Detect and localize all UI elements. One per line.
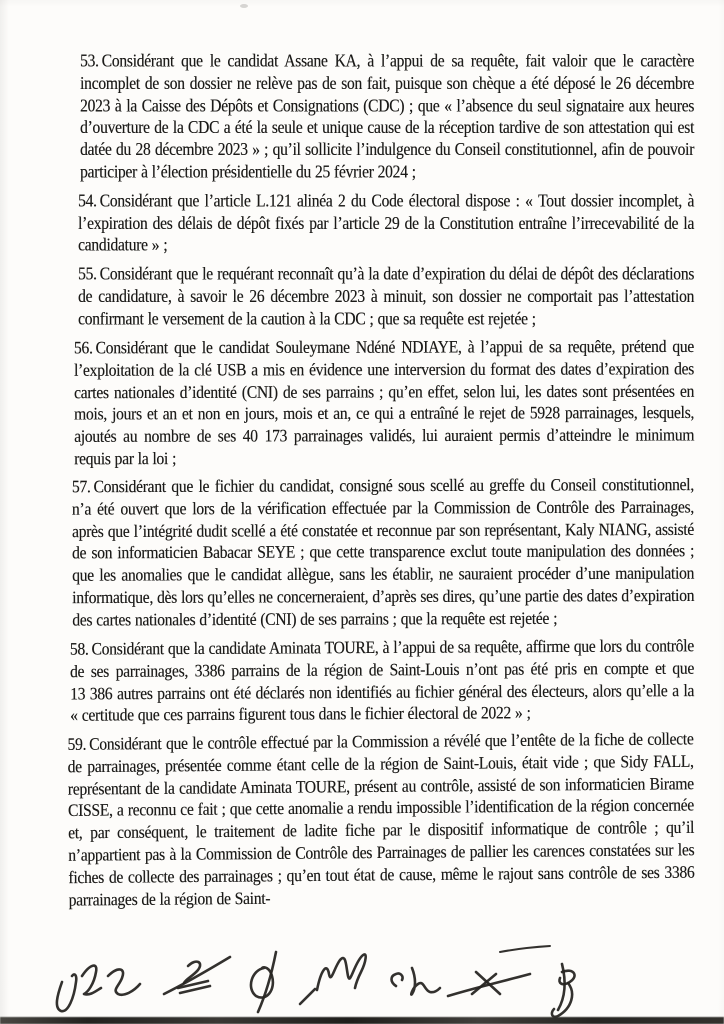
considerant-paragraph-55 bbox=[78, 264, 694, 331]
considerant-paragraph-59 bbox=[67, 729, 694, 912]
initials-cursive-uhs-icon bbox=[57, 966, 140, 1012]
cross-strike-mark-icon bbox=[448, 972, 530, 996]
initials-circled-stroke-icon bbox=[251, 952, 276, 1012]
handwritten-initials bbox=[38, 936, 604, 1022]
paragraph-text: Considérant que l’article L.121 alinéa 2 du Code électoral dispose : « Tout dossier incomplet, à l’expiration des délais de dépôt fixés par l’article 29 de la Constitution entraîne l’irrecevabilité de la candidature » ; bbox=[78, 191, 694, 256]
initials-slash-2-icon bbox=[164, 957, 230, 994]
paragraph-text: Considérant que la candidate Aminata TOURE, à l’appui de sa requête, affirme que lors du contrôle de ses parrainages, 3386 parrains de la région de Saint-Louis n’ont pas été pris en compte et que 13 386 autres parrains ont été déclarés non identifiés au fichier général des électeurs, alors qu’elle a la « certitude que ces parrains figurent tous dans le fichier électoral de 2022 » ; bbox=[69, 636, 695, 726]
paragraph-text: Considérant que le requérant reconnaît qu’à la date d’expiration du délai de dépôt des déclarations de candidature, à savoir le 26 décembre 2023 à minuit, son dossier ne comportait pas l’attestation confirmant le versement de la caution à la CDC ; que sa requête est rejetée ; bbox=[78, 265, 694, 329]
considerant-paragraph-54 bbox=[78, 191, 694, 258]
initials-cursive-ch-icon bbox=[392, 968, 441, 995]
considerant-paragraph-57 bbox=[72, 475, 694, 632]
paragraph-text: Considérant que le fichier du candidat, consigné sous scellé au greffe du Conseil constitutionnel, n’a été ouvert que lors de la vérification effectuée par la Commission de Contrôle des Parrainages, après que l’intégrité dudit scellé a été constatée et reconnue par son représentant, Kaly NIANG, assisté de son informaticien Babacar SEYE ; que cette transparence exclut toute manipulation des données ; que les anomalies que le candidat allègue, sans les établir, ne sauraient procéder d’une manipulation informatique, dès lors qu’elles ne concerneraient, d’après ses dires, qu’une partie des dates d’expiration des cartes nationales d’identité (CNI) de ses parrains ; que la requête est rejetée ; bbox=[71, 475, 695, 631]
considerant-paragraph-53 bbox=[80, 51, 694, 184]
paragraph-number: 56. bbox=[73, 338, 93, 358]
paragraph-text: Considérant que le contrôle effectué par la Commission a révélé que l’entête de la fiche de collecte de parrainages, présentée comme étant celle de la région de Saint-Louis, était vide ; que Sidy FALL, représentant de la candidate Aminata TOURE, présent au contrôle, assisté de son informaticien Birame CISSE, a reconnu ce fait ; que cette anomalie a rendu impossible l’identification de la région concernée et, par conséquent, le traitement de ladite fiche par le dispositif informatique de contrôle ; qu’il n’appartient pas à la Commission de Contrôle des Parrainages de pallier les carences constatées sur les fiches de collecte des parrainages ; qu’en tout état de cause, même le rajout sans contrôle de ses 3386 parrainages de la région de Saint- bbox=[67, 729, 695, 910]
considerant-paragraph-56 bbox=[74, 336, 694, 470]
scan-edge-artifact bbox=[0, 1017, 724, 1024]
paragraph-text: Considérant que le candidat Souleymane Ndéné NDIAYE, à l’appui de sa requête, prétend que l’exploitation de la clé USB a mis en évidence une interversion du format des dates d’expiration des cartes nationales d’identité (CNI) de ses parrains ; qu’en effet, selon lui, les dates sont présentées en mois, jours et an et non en jours, mois et an, ce qui a entraîné le rejet de 5928 parrainages, lesquels, ajoutés au nombre de ses 40 173 parrainages validés, lui auraient permis d’atteindre le minimum requis par la loi ; bbox=[73, 336, 695, 469]
pen-strike-over-text-icon bbox=[500, 946, 550, 952]
document-body bbox=[67, 51, 695, 918]
paragraph-number: 55. bbox=[78, 265, 97, 285]
paragraph-text: Considérant que le candidat Assane KA, à l’appui de sa requête, fait valoir que le caractère incomplet de son dossier ne relève pas de son fait, puisque son chèque a été déposé le 26 décembre 2023 à la Caisse des Dépôts et Consignations (CDC) ; que « l’absence du seul signataire aux heures d’ouverture de la CDC a été la seule et unique cause de la réception tardive de son attestation qui est datée du 28 décembre 2023 » ; qu’il sollicite l’indulgence du Conseil constitutionnel, afin de pouvoir participer à l’élection présidentielle du 25 février 2024 ; bbox=[80, 52, 694, 183]
scan-speck-artifact bbox=[240, 4, 248, 8]
initials-zigzag-mw-icon bbox=[300, 954, 366, 1004]
paragraph-number: 58. bbox=[69, 639, 89, 660]
paragraph-number: 57. bbox=[71, 478, 91, 498]
initials-loop-bj-icon bbox=[552, 964, 575, 1017]
paragraph-number: 54. bbox=[78, 191, 97, 211]
considerant-paragraph-58 bbox=[70, 635, 694, 727]
paragraph-number: 59. bbox=[67, 735, 87, 755]
paragraph-number: 53. bbox=[80, 52, 99, 72]
